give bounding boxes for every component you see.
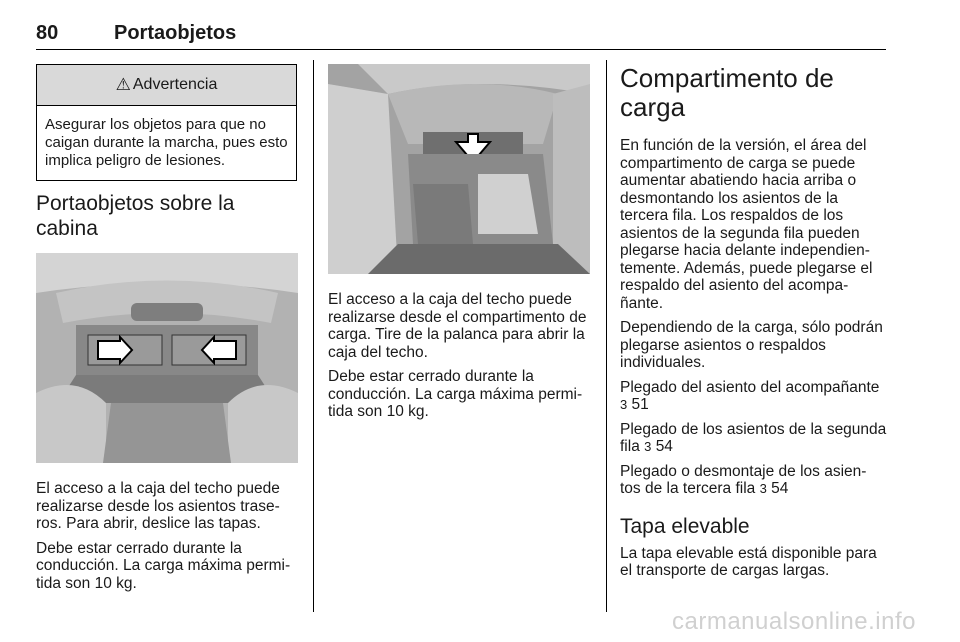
paragraph: La tapa elevable está disponible para el transporte de cargas largas. (620, 544, 877, 579)
paragraph: El acceso a la caja del techo puede realizarse desde el compartimento de carga. Tire de la palanca para abrir la caja del techo. (328, 291, 587, 361)
warning-header (37, 65, 296, 106)
section-heading: Portaobjetos sobre la cabina (36, 192, 235, 240)
roof-storage-photo (36, 253, 298, 463)
page-title: Portaobjetos (114, 22, 237, 44)
reference-arrow-icon: 3 (759, 481, 767, 496)
warning-title: Advertencia (132, 76, 218, 93)
column-divider (606, 60, 607, 612)
column-1 (36, 64, 298, 592)
page-number: 80 (36, 22, 59, 44)
column-divider (313, 60, 314, 612)
page-header (36, 22, 886, 48)
column-3 (620, 64, 888, 580)
reference-arrow-icon: 3 (620, 397, 628, 412)
watermark: carmanualsonline.info (672, 608, 916, 635)
paragraph: El acceso a la caja del techo puede realizarse desde los asientos trase‑ ros. Para abrir, deslice las tapas. (36, 480, 280, 532)
warning-icon: ⚠ (115, 75, 131, 94)
paragraph: En función de la versión, el área del compartimento de carga se puede aumentar abatiendo hacia arriba o desmontando los asientos de la tercera fila. Los respaldos de los asientos de la segunda fila pueden plegarse hacia delante independien‑ temente. Además, puede plegarse el respaldo del asiento del acompa‑ ñante. (620, 137, 873, 312)
reference-arrow-icon: 3 (644, 439, 652, 454)
reference-page: 54 (655, 438, 673, 455)
warning-text: Asegurar los objetos para que no caigan durante la marcha, pues esto implica peligro de lesiones. (45, 116, 288, 169)
reference-page: 51 (631, 396, 649, 413)
cross-reference[interactable]: Plegado o desmontaje de los asien‑ tos de la tercera fila 3 54 (620, 462, 867, 497)
section-heading: Tapa elevable (620, 514, 750, 538)
header-rule (36, 49, 886, 50)
section-heading: Compartimento de carga (620, 63, 834, 122)
paragraph: Dependiendo de la carga, sólo podrán plegarse asientos o respaldos individuales. (620, 319, 883, 371)
cross-reference[interactable]: Plegado del asiento del acompañante 3 51 (620, 378, 880, 413)
cargo-area-photo (328, 64, 590, 274)
paragraph: Debe estar cerrado durante la conducción. La carga máxima permi‑ tida son 10 kg. (36, 539, 291, 592)
warning-box (36, 64, 297, 181)
paragraph: Debe estar cerrado durante la conducción. La carga máxima permi‑ tida son 10 kg. (328, 368, 583, 420)
column-2 (328, 64, 590, 421)
reference-page: 54 (771, 480, 789, 497)
cross-reference[interactable]: Plegado de los asientos de la segunda fila 3 54 (620, 420, 887, 455)
